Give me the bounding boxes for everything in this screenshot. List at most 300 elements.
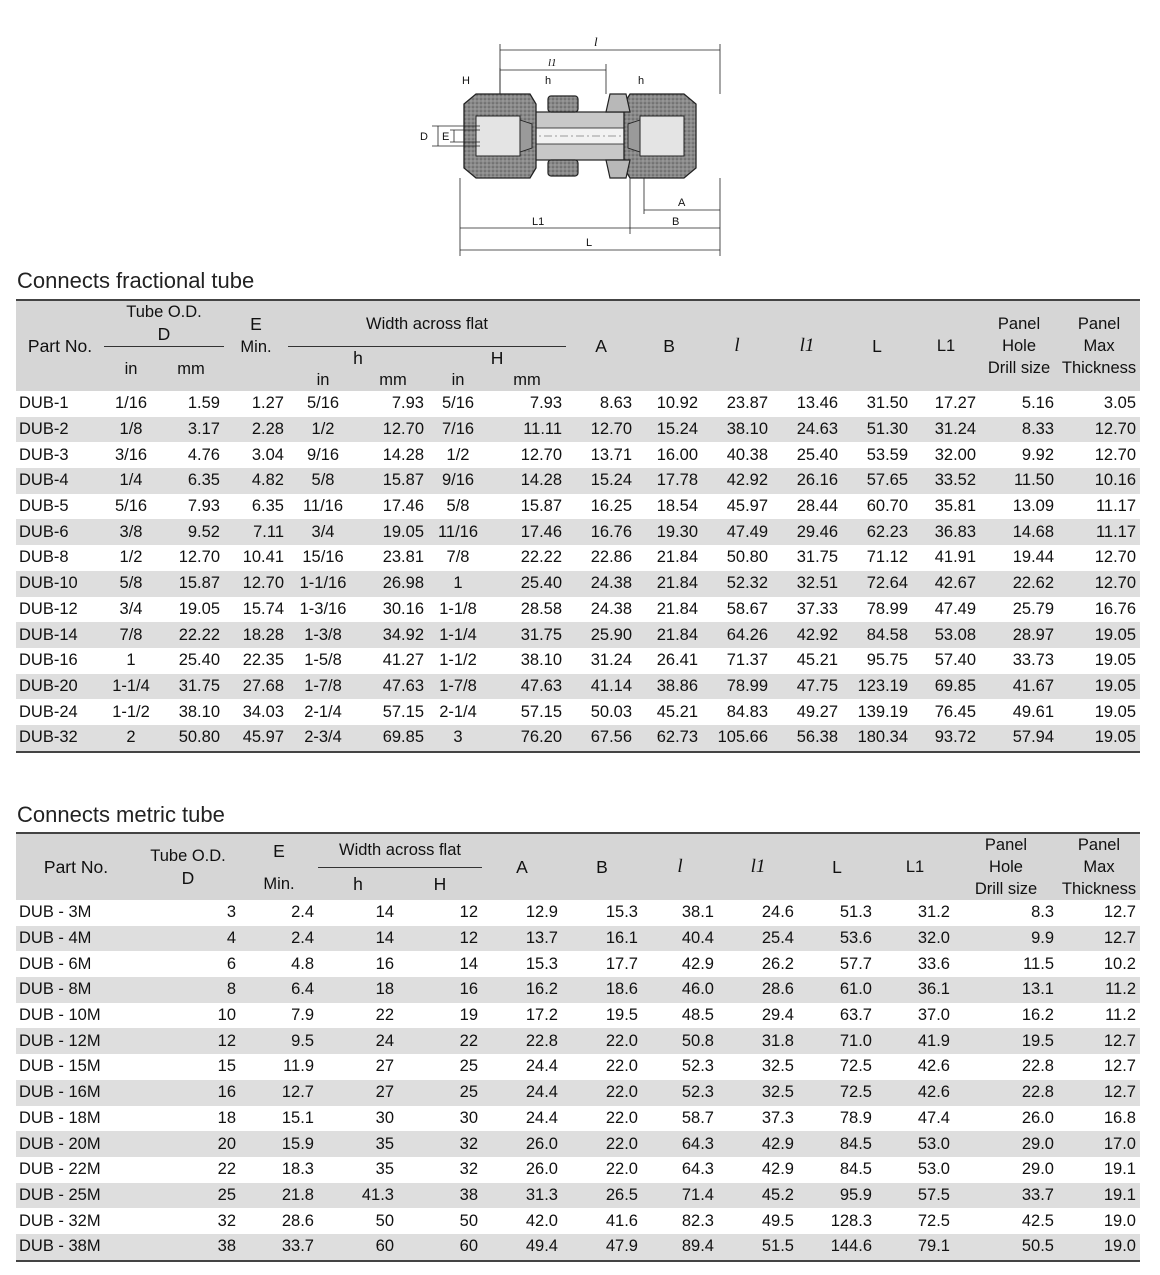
header-width-across-flat: Width across flat (288, 300, 566, 347)
table-cell: 22 (375, 1006, 394, 1025)
table-cell: 32.00 (934, 445, 977, 464)
fractional-table-body (16, 391, 1140, 752)
table-cell: 14 (318, 926, 398, 952)
part-number-cell: DUB - 8M (16, 977, 136, 1003)
table-cell: 28.97 (980, 622, 1058, 648)
metric-header-h-large: H (398, 867, 482, 900)
table-cell: 45.97 (726, 497, 769, 516)
table-cell: 21.84 (636, 622, 702, 648)
table-cell: 1.27 (251, 394, 284, 413)
table-cell: 19.05 (1094, 651, 1137, 670)
table-cell: 22.62 (980, 571, 1058, 597)
table-cell: 19.30 (636, 519, 702, 545)
table-cell: 35 (318, 1131, 398, 1157)
table-cell: 16.1 (562, 926, 642, 952)
table-cell: 22.35 (242, 651, 284, 670)
table-cell: 33.52 (912, 468, 980, 494)
table-cell: 25.40 (178, 651, 220, 670)
table-cell: 84.5 (839, 1160, 872, 1179)
table-cell: 32 (398, 1131, 482, 1157)
table-cell: 50.03 (590, 702, 633, 721)
table-cell: 42.9 (718, 1131, 798, 1157)
table-cell: 45.21 (656, 702, 699, 721)
table-cell: 22.8 (1021, 1057, 1054, 1076)
table-cell: 38.10 (702, 417, 772, 443)
table-cell: 31.75 (488, 622, 566, 648)
table-cell: 57.5 (876, 1183, 954, 1209)
table-cell: 12.70 (1058, 571, 1140, 597)
table-cell: 28.58 (520, 599, 563, 618)
table-row (16, 442, 1140, 468)
table-cell: 21.8 (240, 1183, 318, 1209)
table-cell: 31.3 (482, 1183, 562, 1209)
table-row (16, 1054, 1140, 1080)
table-cell: 58.7 (681, 1108, 714, 1127)
table-cell: 15.9 (240, 1131, 318, 1157)
table-cell: 16.25 (590, 497, 633, 516)
table-cell: 13.46 (796, 394, 839, 413)
table-cell: 5/16 (114, 497, 148, 516)
table-cell: 35 (375, 1160, 394, 1179)
table-cell: 71.12 (866, 548, 909, 567)
table-row (16, 1106, 1140, 1132)
table-cell: 12 (398, 926, 482, 952)
table-cell: 10.2 (1103, 954, 1136, 973)
part-number-cell: DUB - 20M (16, 1131, 136, 1157)
table-cell: 31.2 (917, 903, 950, 922)
table-cell: 34.03 (242, 702, 284, 721)
header-h-in: in (288, 369, 358, 391)
metric-header-e: E (240, 833, 318, 867)
part-number-cell: DUB-16 (19, 651, 78, 670)
table-cell: 15 (217, 1057, 236, 1076)
table-cell: 19.5 (605, 1006, 638, 1025)
table-row (16, 391, 1140, 417)
part-number-cell: DUB-24 (19, 702, 78, 721)
table-cell: 15.74 (242, 599, 284, 618)
table-row (16, 977, 1140, 1003)
table-cell: 32.0 (876, 926, 954, 952)
part-number-cell: DUB-1 (19, 394, 69, 413)
table-cell: 49.4 (482, 1234, 562, 1261)
table-cell: 7.93 (529, 394, 563, 413)
table-cell: 3/8 (104, 519, 158, 545)
table-cell: 53.59 (866, 445, 909, 464)
table-cell: 71.37 (726, 651, 769, 670)
metric-header-l-small: l (642, 833, 718, 900)
table-cell: 60 (318, 1234, 398, 1261)
header-L1: L1 (912, 300, 980, 391)
table-cell: 49.27 (796, 702, 839, 721)
table-cell: 89.4 (642, 1234, 718, 1261)
table-row (16, 519, 1140, 545)
table-cell: 19.05 (178, 599, 220, 618)
table-cell: 52.3 (642, 1080, 718, 1106)
table-cell: 25.90 (566, 622, 636, 648)
table-cell: 12.70 (1094, 548, 1137, 567)
table-cell: 25.40 (488, 571, 566, 597)
table-cell: 40.4 (642, 926, 718, 952)
table-row (16, 900, 1140, 926)
table-cell: 14 (459, 954, 478, 973)
table-cell: 38.86 (636, 674, 702, 700)
table-cell: 6 (226, 954, 236, 973)
table-cell: 2-1/4 (439, 702, 477, 721)
table-cell: 12.7 (1103, 1057, 1136, 1076)
metric-header-b: B (562, 833, 642, 900)
table-row (16, 1028, 1140, 1054)
table-cell: 67.56 (566, 725, 636, 752)
table-cell: 71.0 (798, 1028, 876, 1054)
header-part-no: Part No. (16, 300, 104, 391)
table-cell: 34.92 (358, 622, 428, 648)
table-cell: 47.9 (562, 1234, 642, 1261)
table-row (16, 926, 1140, 952)
table-cell: 18 (217, 1108, 236, 1127)
header-b: B (636, 300, 702, 391)
table-cell: 42.92 (702, 468, 772, 494)
table-cell: 2.4 (240, 926, 318, 952)
table-cell: 7.11 (224, 519, 288, 545)
header-panel-max: Panel Max Thickness (1058, 300, 1140, 391)
table-cell: 11/16 (302, 497, 344, 516)
table-cell: 19.5 (954, 1028, 1058, 1054)
table-cell: 12 (459, 903, 478, 922)
table-cell: 1/8 (104, 417, 158, 443)
part-number-cell: DUB - 25M (16, 1183, 136, 1209)
part-number-cell: DUB-20 (16, 674, 104, 700)
table-cell: 33.73 (1012, 651, 1055, 670)
table-cell: 95.75 (866, 651, 909, 670)
table-cell: 2 (104, 725, 158, 752)
table-cell: 37.33 (796, 599, 839, 618)
table-cell: 19.05 (358, 519, 428, 545)
table-cell: 14.28 (382, 445, 424, 464)
table-cell: 5/16 (306, 394, 340, 413)
table-cell: 7/8 (446, 548, 470, 567)
table-cell: 29.0 (1021, 1160, 1054, 1179)
table-cell: 15.87 (520, 497, 563, 516)
table-cell: 51.30 (842, 417, 912, 443)
table-cell: 14 (375, 903, 394, 922)
table-cell: 21.84 (656, 548, 699, 567)
dimension-label-L1: L1 (532, 216, 545, 228)
header-H-in: in (428, 369, 488, 391)
table-cell: 17.46 (382, 497, 424, 516)
table-cell: 41.6 (605, 1211, 638, 1230)
table-cell: 6.35 (251, 497, 284, 516)
table-cell: 16.76 (566, 519, 636, 545)
table-cell: 7.9 (291, 1006, 314, 1025)
table-cell: 57.15 (382, 702, 424, 721)
table-cell: 40.38 (726, 445, 769, 464)
table-cell: 1/2 (119, 548, 143, 567)
table-cell: 15.87 (358, 468, 428, 494)
part-number-cell: DUB - 38M (16, 1234, 136, 1261)
table-cell: 41.3 (318, 1183, 398, 1209)
table-cell: 76.20 (488, 725, 566, 752)
table-cell: 1/2 (288, 417, 358, 443)
table-cell: 33.6 (917, 954, 950, 973)
table-row (16, 494, 1140, 520)
table-cell: 28.44 (796, 497, 839, 516)
table-cell: 45.2 (718, 1183, 798, 1209)
table-cell: 36.1 (876, 977, 954, 1003)
table-cell: 30.16 (382, 599, 424, 618)
metric-header-a: A (482, 833, 562, 900)
header-h-mm: mm (358, 369, 428, 391)
table-cell: 7.93 (391, 394, 424, 413)
table-cell: 18.28 (224, 622, 288, 648)
table-cell: 128.3 (830, 1211, 872, 1230)
table-cell: 144.6 (798, 1234, 876, 1261)
table-cell: 60 (398, 1234, 482, 1261)
table-cell: 2.4 (291, 903, 314, 922)
table-cell: 57.7 (839, 954, 872, 973)
table-cell: 51.5 (718, 1234, 798, 1261)
table-cell: 93.72 (912, 725, 980, 752)
table-row (16, 1234, 1140, 1261)
table-cell: 17.0 (1058, 1131, 1140, 1157)
table-cell: 72.5 (839, 1057, 872, 1076)
table-row (16, 1003, 1140, 1029)
table-cell: 32 (459, 1160, 478, 1179)
table-cell: 1/4 (104, 468, 158, 494)
table-cell: 18.54 (656, 497, 699, 516)
dimension-label-H: H (462, 75, 470, 87)
table-cell: 28.6 (718, 977, 798, 1003)
table-cell: 22.22 (158, 622, 224, 648)
table-cell: 78.99 (866, 599, 909, 618)
table-cell: 24.63 (772, 417, 842, 443)
table-cell: 12.70 (566, 417, 636, 443)
table-cell: 84.83 (726, 702, 769, 721)
table-cell: 3.05 (1103, 394, 1137, 413)
metric-header-part-no: Part No. (16, 833, 136, 900)
table-cell: 1-5/8 (304, 651, 342, 670)
table-cell: 3 (428, 725, 488, 752)
table-cell: 47.63 (488, 674, 566, 700)
dimension-label-E: E (442, 131, 450, 143)
table-cell: 22.0 (562, 1080, 642, 1106)
table-cell: 37.3 (761, 1108, 794, 1127)
table-cell: 9.9 (954, 926, 1058, 952)
table-cell: 1.59 (187, 394, 220, 413)
table-cell: 57.65 (842, 468, 912, 494)
table-cell: 32.5 (761, 1057, 794, 1076)
table-cell: 41.67 (980, 674, 1058, 700)
table-cell: 1-1/2 (112, 702, 150, 721)
part-number-cell: DUB - 18M (19, 1108, 101, 1127)
table-cell: 42.9 (681, 954, 714, 973)
table-cell: 31.24 (590, 651, 633, 670)
table-cell: 27 (318, 1080, 398, 1106)
table-cell: 9/16 (428, 468, 488, 494)
table-cell: 41.9 (876, 1028, 954, 1054)
header-tube-od: Tube O.D. D (104, 300, 224, 347)
table-cell: 7.93 (187, 497, 220, 516)
part-number-cell: DUB - 12M (16, 1028, 136, 1054)
table-cell: 22.8 (954, 1080, 1058, 1106)
table-cell: 29.0 (954, 1131, 1058, 1157)
table-row (16, 417, 1140, 443)
part-number-cell: DUB - 4M (16, 926, 136, 952)
metric-dimensions-table (16, 832, 1140, 1262)
part-number-cell: DUB - 10M (19, 1006, 101, 1025)
table-cell: 1/2 (446, 445, 470, 464)
table-row (16, 571, 1140, 597)
header-h-small: h (288, 347, 428, 370)
metric-header-width-across-flat: Width across flat (318, 833, 482, 867)
table-row (16, 951, 1140, 977)
table-cell: 28.6 (281, 1211, 314, 1230)
table-cell: 8.63 (599, 394, 633, 413)
table-row (16, 699, 1140, 725)
table-cell: 11.50 (980, 468, 1058, 494)
table-cell: 4.76 (187, 445, 220, 464)
table-cell: 22.0 (605, 1160, 638, 1179)
table-cell: 64.3 (681, 1160, 714, 1179)
table-cell: 17.46 (488, 519, 566, 545)
table-cell: 58.67 (726, 599, 769, 618)
table-cell: 12.9 (525, 903, 558, 922)
table-cell: 51.3 (839, 903, 872, 922)
metric-header-panel-max: Panel Max Thickness (1058, 833, 1140, 900)
table-cell: 15.87 (158, 571, 224, 597)
table-cell: 9.52 (158, 519, 224, 545)
dimension-label-h-nut: h (545, 75, 552, 87)
table-cell: 16.2 (1021, 1006, 1054, 1025)
table-cell: 13.7 (482, 926, 562, 952)
table-cell: 14.68 (980, 519, 1058, 545)
table-cell: 5/8 (446, 497, 470, 516)
part-number-cell: DUB - 15M (19, 1057, 101, 1076)
table-cell: 24.4 (482, 1080, 562, 1106)
table-cell: 37.0 (917, 1006, 950, 1025)
table-cell: 8.3 (1031, 903, 1054, 922)
table-cell: 23.81 (382, 548, 424, 567)
header-h-large: H (428, 347, 566, 370)
table-row (16, 725, 1140, 752)
table-cell: 19.0 (1103, 1211, 1136, 1230)
table-cell: 3 (226, 903, 236, 922)
table-cell: 17.2 (525, 1006, 558, 1025)
table-cell: 33.7 (240, 1234, 318, 1261)
table-cell: 24 (318, 1028, 398, 1054)
header-a: A (566, 300, 636, 391)
table-cell: 8 (136, 977, 240, 1003)
metric-header-L1: L1 (876, 833, 954, 900)
table-cell: 41.27 (382, 651, 424, 670)
table-cell: 12.7 (1058, 1028, 1140, 1054)
table-row (16, 648, 1140, 674)
table-cell: 9/16 (306, 445, 340, 464)
table-cell: 105.66 (702, 725, 772, 752)
table-cell: 19.05 (1058, 622, 1140, 648)
table-cell: 50 (459, 1211, 478, 1230)
table-cell: 30 (375, 1108, 394, 1127)
table-cell: 14.28 (488, 468, 566, 494)
table-cell: 95.9 (798, 1183, 876, 1209)
part-number-cell: DUB - 32M (19, 1211, 101, 1230)
table-cell: 53.6 (798, 926, 876, 952)
table-cell: 31.75 (796, 548, 839, 567)
table-cell: 50.5 (954, 1234, 1058, 1261)
table-cell: 180.34 (842, 725, 912, 752)
part-number-cell: DUB - 16M (16, 1080, 136, 1106)
table-cell: 8.33 (980, 417, 1058, 443)
table-cell: 2-3/4 (288, 725, 358, 752)
part-number-cell: DUB-6 (16, 519, 104, 545)
table-row (16, 597, 1140, 623)
dimension-label-L: L (586, 237, 593, 249)
table-cell: 22.8 (482, 1028, 562, 1054)
table-cell: 38.10 (520, 651, 563, 670)
table-cell: 78.99 (702, 674, 772, 700)
table-cell: 38.10 (178, 702, 220, 721)
table-cell: 29.46 (772, 519, 842, 545)
table-cell: 1-1/4 (104, 674, 158, 700)
table-cell: 32.51 (772, 571, 842, 597)
table-cell: 26.0 (482, 1131, 562, 1157)
fractional-dimensions-table (16, 299, 1140, 753)
table-cell: 19.05 (1094, 702, 1137, 721)
table-cell: 31.75 (158, 674, 224, 700)
table-cell: 84.58 (842, 622, 912, 648)
table-cell: 3/16 (114, 445, 148, 464)
table-cell: 5/16 (441, 394, 475, 413)
table-cell: 17.27 (934, 394, 977, 413)
table-cell: 36.83 (912, 519, 980, 545)
table-cell: 76.45 (934, 702, 977, 721)
table-cell: 62.23 (842, 519, 912, 545)
table-cell: 31.50 (866, 394, 909, 413)
table-cell: 42.0 (525, 1211, 558, 1230)
table-cell: 27.68 (224, 674, 288, 700)
table-cell: 26.0 (1021, 1108, 1054, 1127)
table-cell: 10.16 (1058, 468, 1140, 494)
table-cell: 19.1 (1103, 1160, 1136, 1179)
table-cell: 64.3 (642, 1131, 718, 1157)
table-cell: 1-1/8 (439, 599, 477, 618)
table-cell: 64.26 (702, 622, 772, 648)
table-row (16, 674, 1140, 700)
table-cell: 60.70 (866, 497, 909, 516)
table-cell: 26.16 (772, 468, 842, 494)
table-cell: 42.92 (772, 622, 842, 648)
table-cell: 47.49 (934, 599, 977, 618)
part-number-cell: DUB-5 (19, 497, 69, 516)
table-cell: 13.1 (954, 977, 1058, 1003)
table-cell: 33.7 (954, 1183, 1058, 1209)
table-cell: 18 (318, 977, 398, 1003)
table-cell: 22.0 (562, 1028, 642, 1054)
table-cell: 15.3 (525, 954, 558, 973)
table-cell: 49.61 (1012, 702, 1055, 721)
table-cell: 10.92 (656, 394, 699, 413)
table-cell: 1/16 (114, 394, 148, 413)
table-cell: 18.6 (562, 977, 642, 1003)
table-cell: 9.92 (1021, 445, 1055, 464)
table-cell: 53.0 (917, 1160, 950, 1179)
table-cell: 25 (398, 1080, 482, 1106)
table-cell: 24.4 (525, 1108, 558, 1127)
table-cell: 72.5 (798, 1080, 876, 1106)
metric-header-h-small: h (318, 867, 398, 900)
table-cell: 2.28 (224, 417, 288, 443)
table-cell: 7/8 (104, 622, 158, 648)
table-cell: 16.8 (1103, 1108, 1136, 1127)
